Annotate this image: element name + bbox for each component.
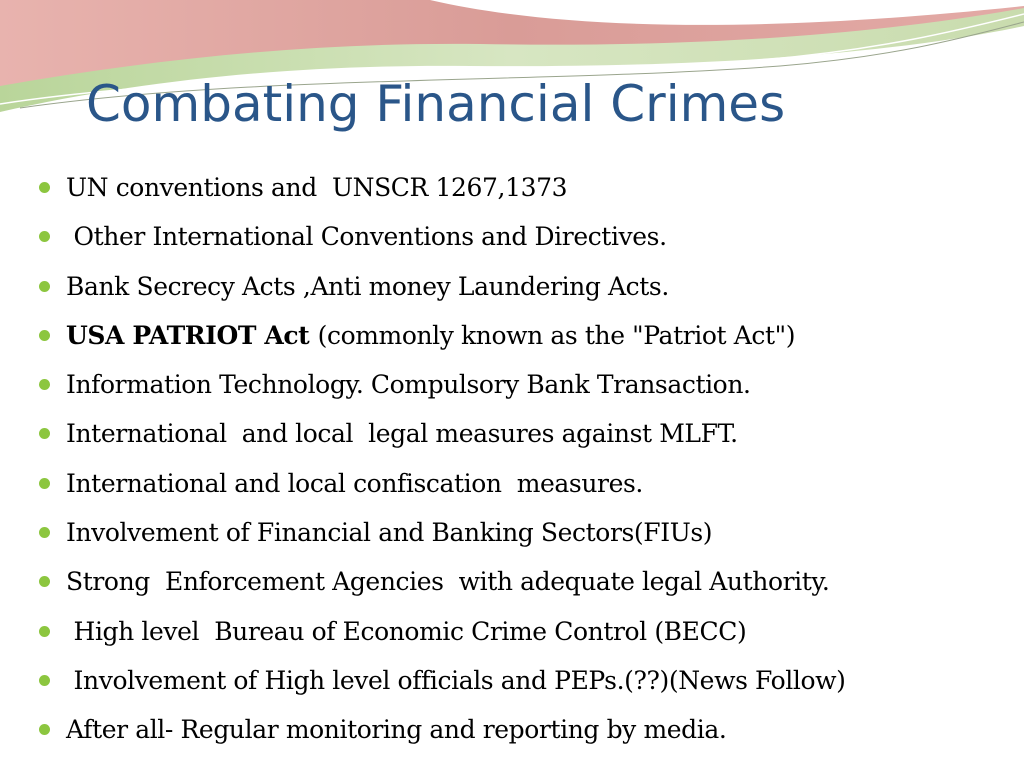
bullet-item (0, 607, 1024, 656)
bullet-item (0, 459, 1024, 508)
bullet-text: International and local legal measures against MLFT. (66, 419, 738, 449)
bullet-item (0, 163, 1024, 212)
bullet-text: International and local confiscation measures. (66, 468, 643, 498)
bullet-text: Involvement of Financial and Banking Sectors(FIUs) (66, 518, 713, 548)
bullet-bold-text: USA PATRIOT Act (66, 320, 318, 350)
bullet-dot-icon (39, 478, 50, 489)
bullet-dot-icon (39, 231, 50, 242)
bullet-text: Bank Secrecy Acts ,Anti money Laundering Acts. (66, 271, 669, 301)
bullet-text: Strong Enforcement Agencies with adequate legal Authority. (66, 567, 830, 597)
bullet-dot-icon (39, 330, 50, 341)
bullet-dot-icon (39, 182, 50, 193)
bullet-dot-icon (39, 527, 50, 538)
bullet-text: UN conventions and UNSCR 1267,1373 (66, 173, 568, 202)
bullet-dot-icon (39, 576, 50, 587)
bullet-text: Information Technology. Compulsory Bank Transaction. (66, 370, 751, 400)
bullet-dot-icon (39, 626, 50, 637)
bullet-item (0, 409, 1024, 458)
bullet-item (0, 212, 1024, 261)
bullet-list (0, 163, 1024, 755)
bullet-item (0, 311, 1024, 360)
bullet-item (0, 656, 1024, 705)
bullet-dot-icon (39, 379, 50, 390)
bullet-text: After all- Regular monitoring and reporting by media. (66, 715, 727, 745)
slide-title: Combating Financial Crimes (86, 75, 786, 133)
bullet-item (0, 508, 1024, 557)
bullet-item (0, 262, 1024, 311)
bullet-dot-icon (39, 281, 50, 292)
bullet-text: High level Bureau of Economic Crime Control (BECC) (66, 616, 747, 646)
bullet-dot-icon (39, 428, 50, 439)
bullet-dot-icon (39, 724, 50, 735)
bullet-text: Other International Conventions and Directives. (66, 222, 667, 252)
bullet-item (0, 360, 1024, 409)
bullet-text: (commonly known as the "Patriot Act") (317, 320, 796, 350)
bullet-text: Involvement of High level officials and PEPs.(??)(News Follow) (66, 665, 846, 695)
bullet-item (0, 705, 1024, 754)
bullet-dot-icon (39, 675, 50, 686)
bullet-item (0, 557, 1024, 606)
